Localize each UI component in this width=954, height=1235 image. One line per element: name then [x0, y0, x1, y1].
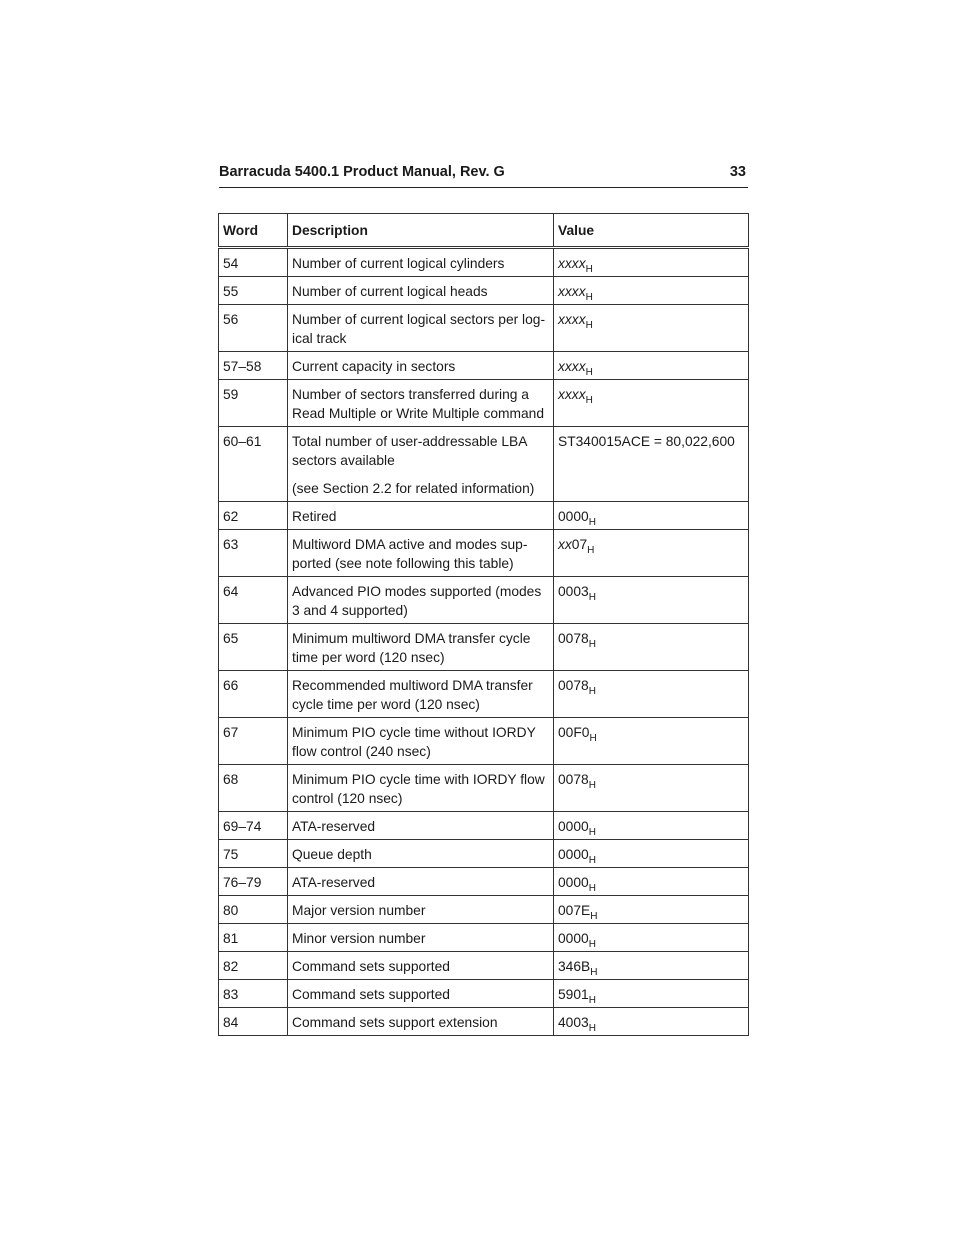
description-cell — [288, 671, 554, 718]
value-cell — [554, 277, 749, 305]
word-cell: 57–58 — [219, 352, 288, 380]
value-text: 5901 — [558, 987, 589, 1002]
description-cell — [288, 765, 554, 812]
word-cell: 56 — [219, 305, 288, 352]
value-cell — [554, 427, 749, 502]
value-cell — [554, 671, 749, 718]
value-cell — [554, 1008, 749, 1036]
description-line: control (120 nsec) — [292, 791, 403, 806]
hex-suffix: H — [590, 967, 598, 978]
word-cell: 83 — [219, 980, 288, 1008]
value-cell — [554, 840, 749, 868]
column-header-description: Description — [288, 214, 554, 248]
hex-suffix: H — [585, 264, 593, 275]
hex-suffix: H — [587, 545, 595, 556]
description-line: flow control (240 nsec) — [292, 744, 431, 759]
value-variable: xx — [558, 537, 572, 552]
value-text: 0078 — [558, 631, 589, 646]
description-line: Major version number — [292, 903, 426, 918]
value-cell — [554, 577, 749, 624]
hex-suffix: H — [588, 883, 596, 894]
value-text: 00F0 — [558, 725, 590, 740]
word-cell: 80 — [219, 896, 288, 924]
table-row — [219, 840, 749, 868]
hex-suffix: H — [585, 292, 593, 303]
value-cell — [554, 380, 749, 427]
document-title: Barracuda 5400.1 Product Manual, Rev. G — [219, 164, 505, 180]
description-line: time per word (120 nsec) — [292, 650, 445, 665]
hex-suffix: H — [588, 780, 596, 791]
word-cell: 54 — [219, 248, 288, 277]
value-cell — [554, 624, 749, 671]
description-line: Minimum multiword DMA transfer cycle — [292, 631, 531, 646]
value-text: 4003 — [558, 1015, 589, 1030]
value-cell — [554, 952, 749, 980]
table-row — [219, 352, 749, 380]
description-cell — [288, 840, 554, 868]
description-cell — [288, 924, 554, 952]
description-cell — [288, 352, 554, 380]
value-variable: xxxx — [558, 387, 586, 402]
word-cell: 69–74 — [219, 812, 288, 840]
description-line: Number of current logical sectors per log- — [292, 312, 546, 327]
value-text: ST340015ACE = 80,022,600 — [558, 434, 735, 449]
word-cell: 65 — [219, 624, 288, 671]
word-cell: 67 — [219, 718, 288, 765]
table-row — [219, 868, 749, 896]
word-cell: 60–61 — [219, 427, 288, 502]
word-cell: 63 — [219, 530, 288, 577]
value-cell — [554, 530, 749, 577]
value-variable: xxxx — [558, 256, 586, 271]
table-row — [219, 896, 749, 924]
value-variable: xxxx — [558, 359, 586, 374]
value-text: 0000 — [558, 847, 589, 862]
value-variable: xxxx — [558, 312, 586, 327]
hex-suffix: H — [589, 733, 597, 744]
table-row — [219, 380, 749, 427]
description-cell — [288, 952, 554, 980]
description-cell — [288, 277, 554, 305]
description-line: Command sets supported — [292, 987, 450, 1002]
table-row — [219, 624, 749, 671]
word-cell: 81 — [219, 924, 288, 952]
description-cell — [288, 502, 554, 530]
column-header-value: Value — [554, 214, 749, 248]
description-line: Number of current logical heads — [292, 284, 488, 299]
page-number: 33 — [729, 164, 746, 180]
table-row — [219, 1008, 749, 1036]
word-cell: 66 — [219, 671, 288, 718]
value-cell — [554, 248, 749, 277]
hex-suffix: H — [588, 995, 596, 1006]
description-cell — [288, 896, 554, 924]
hex-suffix: H — [588, 855, 596, 866]
description-cell — [288, 577, 554, 624]
description-line: Recommended multiword DMA transfer — [292, 678, 533, 693]
description-line: Minor version number — [292, 931, 426, 946]
value-cell — [554, 812, 749, 840]
page-header — [219, 163, 748, 188]
hex-suffix: H — [588, 686, 596, 697]
table-row — [219, 502, 749, 530]
description-cell — [288, 812, 554, 840]
hex-suffix: H — [588, 517, 596, 528]
hex-suffix: H — [585, 320, 593, 331]
description-line: Minimum PIO cycle time without IORDY — [292, 725, 536, 740]
table-header-row — [219, 214, 749, 248]
value-cell — [554, 924, 749, 952]
description-line: Multiword DMA active and modes sup- — [292, 537, 528, 552]
description-line: Retired — [292, 509, 337, 524]
description-note: (see Section 2.2 for related information) — [292, 481, 535, 496]
description-line: ATA-reserved — [292, 875, 376, 890]
column-header-word: Word — [219, 214, 288, 248]
value-text: 0078 — [558, 678, 589, 693]
word-cell: 82 — [219, 952, 288, 980]
word-cell: 59 — [219, 380, 288, 427]
word-cell: 68 — [219, 765, 288, 812]
word-cell: 75 — [219, 840, 288, 868]
description-cell — [288, 248, 554, 277]
description-line: 3 and 4 supported) — [292, 603, 408, 618]
hex-suffix: H — [585, 367, 593, 378]
description-line: Minimum PIO cycle time with IORDY flow — [292, 772, 545, 787]
table-row — [219, 277, 749, 305]
description-line: Command sets supported — [292, 959, 450, 974]
word-cell: 55 — [219, 277, 288, 305]
description-cell — [288, 530, 554, 577]
hex-suffix: H — [585, 395, 593, 406]
value-cell — [554, 896, 749, 924]
value-text: 346B — [558, 959, 591, 974]
description-cell — [288, 305, 554, 352]
table-row — [219, 305, 749, 352]
description-line: cycle time per word (120 nsec) — [292, 697, 480, 712]
description-line: sectors available — [292, 453, 395, 468]
description-line: Number of sectors transferred during a — [292, 387, 529, 402]
description-cell — [288, 380, 554, 427]
value-cell — [554, 980, 749, 1008]
description-line: ported (see note following this table) — [292, 556, 514, 571]
hex-suffix: H — [588, 639, 596, 650]
table-row — [219, 577, 749, 624]
value-text: 0000 — [558, 875, 589, 890]
hex-suffix: H — [588, 939, 596, 950]
hex-suffix: H — [588, 592, 596, 603]
table-row — [219, 924, 749, 952]
description-line: ical track — [292, 331, 347, 346]
value-cell — [554, 305, 749, 352]
word-cell: 84 — [219, 1008, 288, 1036]
value-cell — [554, 718, 749, 765]
value-cell — [554, 502, 749, 530]
word-cell: 76–79 — [219, 868, 288, 896]
description-line: Command sets support extension — [292, 1015, 498, 1030]
table-row — [219, 812, 749, 840]
value-text: 0000 — [558, 819, 589, 834]
value-cell — [554, 352, 749, 380]
value-cell — [554, 868, 749, 896]
table-body — [219, 248, 749, 1036]
hex-suffix: H — [590, 911, 598, 922]
table-row — [219, 980, 749, 1008]
value-text: 07 — [571, 537, 588, 552]
value-text: 0000 — [558, 509, 589, 524]
description-line: Queue depth — [292, 847, 372, 862]
description-line: Advanced PIO modes supported (modes — [292, 584, 542, 599]
description-cell — [288, 427, 554, 502]
value-text: 0078 — [558, 772, 589, 787]
value-text: 0003 — [558, 584, 589, 599]
identify-device-table — [218, 213, 749, 1036]
value-cell — [554, 765, 749, 812]
description-cell — [288, 980, 554, 1008]
description-cell — [288, 1008, 554, 1036]
table-row — [219, 530, 749, 577]
value-variable: xxxx — [558, 284, 586, 299]
table-row — [219, 248, 749, 277]
table-row — [219, 671, 749, 718]
table-row — [219, 765, 749, 812]
value-text: 0000 — [558, 931, 589, 946]
description-line: Current capacity in sectors — [292, 359, 456, 374]
description-line: Read Multiple or Write Multiple command — [292, 406, 545, 421]
word-cell: 64 — [219, 577, 288, 624]
description-line: ATA-reserved — [292, 819, 376, 834]
word-cell: 62 — [219, 502, 288, 530]
description-cell — [288, 868, 554, 896]
table-row — [219, 952, 749, 980]
hex-suffix: H — [588, 1023, 596, 1034]
hex-suffix: H — [588, 827, 596, 838]
table-row — [219, 718, 749, 765]
value-text: 007E — [558, 903, 591, 918]
description-cell — [288, 718, 554, 765]
description-line: Total number of user-addressable LBA — [292, 434, 528, 449]
description-line: Number of current logical cylinders — [292, 256, 505, 271]
table-row — [219, 427, 749, 502]
description-cell — [288, 624, 554, 671]
